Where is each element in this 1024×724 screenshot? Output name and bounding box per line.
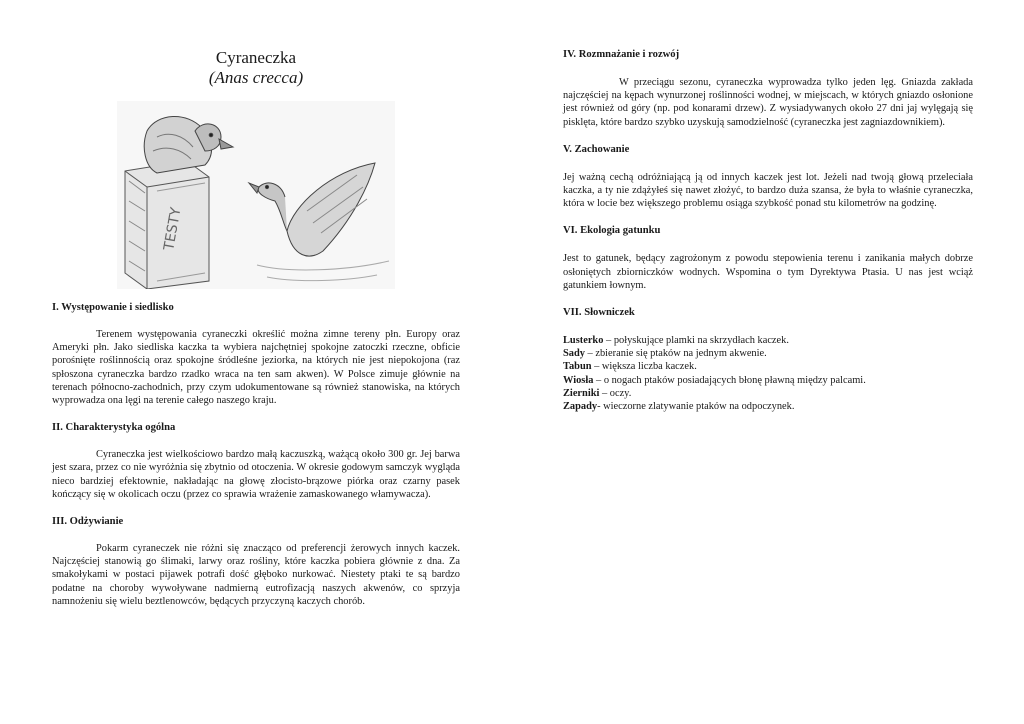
section-text: W przeciągu sezonu, cyraneczka wyprowadza tylko jeden lęg. Gniazda zakłada najczęściej na kępach wynurzonej roślinności wodnej, w miejscach, w których gniazdo osłonione jest również od góry (np. pod konarami drzew). Z wysiadywanych około 27 dni jaj wylęgają się pisklęta, które bardzo szybko uzyskują samodzielność (cyraneczka jest zagniazdownikiem). bbox=[563, 77, 973, 128]
left-column bbox=[52, 48, 460, 622]
section-heading: IV. Rozmnażanie i rozwój bbox=[563, 49, 680, 60]
glossary-definition: – zbieranie się ptaków na jednym akwenie. bbox=[584, 348, 767, 360]
glossary-entry bbox=[563, 374, 973, 387]
glossary-definition: – oczy. bbox=[599, 387, 632, 399]
glossary-definition: - wieczorne zlatywanie ptaków na odpoczynek. bbox=[597, 401, 795, 413]
glossary-definition: – większa liczba kaczek. bbox=[591, 361, 697, 373]
glossary-entry bbox=[563, 387, 973, 400]
section-heading: V. Zachowanie bbox=[563, 143, 630, 155]
duck-illustration bbox=[117, 101, 395, 289]
section-heading: I. Występowanie i siedlisko bbox=[52, 302, 174, 313]
glossary-term: Tabun bbox=[563, 361, 592, 373]
section-text: Terenem występowania cyraneczki określić można zimne tereny płn. Europy oraz Ameryki płn. Jako siedliska kaczka ta wybiera najchętniej spokojne zatoczki rzeczne, obficie porośnięte roślinnością oraz spokojne śródleśne jeziorka, na których nie jest niepokojona (raz spłoszona cyraneczka bardzo rzadko wraca na ten sam akwen). W Polsce zimuje głównie na terenach północno-zachodnich, przy czym udokumentowane są również stanowiska, na których wyprowadza ona lęgi na terenie całego naszego kraju. bbox=[52, 329, 460, 407]
latin-name: (Anas crecca) bbox=[208, 68, 304, 87]
glossary-term: Wiosła bbox=[563, 374, 594, 386]
glossary bbox=[563, 334, 973, 413]
glossary-term: Sady bbox=[563, 348, 585, 360]
glossary-entry bbox=[563, 334, 973, 347]
glossary-term: Lusterko bbox=[563, 335, 604, 347]
section-text: Cyraneczka jest wielkościowo bardzo małą kaczuszką, ważącą około 300 gr. Jej barwa jest szara, przez co nie wyróżnia się zbytnio od otoczenia. W okresie godowym samczyk wygląda nieco bardziej efektownie, nakładając na głowę złocisto-brązowe piórka oraz czarny pasek kończący się w okolicach oczu (przez co sprawia wrażenie zamaskowanego włamywacza). bbox=[52, 449, 460, 500]
glossary-entry bbox=[563, 400, 973, 413]
section-text: Jest to gatunek, będący zagrożonym z powodu stepowienia terenu i zanikania małych dobrze osłoniętych zbiorniczków wodnych. Wspomina o tym Dyrektywa Ptasia. U nas jest wciąż gatunkiem łownym. bbox=[563, 253, 973, 291]
section-heading: VI. Ekologia gatunku bbox=[563, 225, 661, 237]
glossary-entry bbox=[563, 360, 973, 373]
section-heading: II. Charakterystyka ogólna bbox=[52, 422, 176, 434]
glossary-definition: – połyskujące plamki na skrzydłach kaczek. bbox=[603, 335, 789, 347]
book-label: TESTY bbox=[161, 206, 185, 252]
glossary-entry bbox=[563, 347, 973, 360]
section-heading: VII. Słowniczek bbox=[563, 307, 635, 319]
section-heading: III. Odżywianie bbox=[52, 516, 124, 528]
glossary-definition: – o nogach ptaków posiadających błonę pławną między palcami. bbox=[593, 374, 866, 386]
glossary-term: Zapady bbox=[563, 401, 598, 413]
glossary-term: Zierniki bbox=[563, 387, 600, 399]
page-title: Cyraneczka bbox=[215, 48, 297, 67]
section-text: Jej ważną cechą odróżniającą ją od innych kaczek jest lot. Jeżeli nad twoją głową przeleciała kaczka, a ty nie zdążyłeś się nawet złożyć, to bardzo duża szansa, że była to właśnie cyraneczka, która w locie bez większego problemu osiąga szybkość ponad stu kilometrów na godzinę. bbox=[563, 171, 973, 210]
section-text: Pokarm cyraneczek nie różni się znacząco od preferencji żerowych innych kaczek. Najczęściej stanowią go ślimaki, larwy oraz rośliny, które kaczka pobiera głównie z dna. Za smakołykami w postaci pijawek potrafi dość głęboko nurkować. Niestety ptaki te są bardzo podatne na choroby wywoływane nadmierną eutrofizacją naszych akwenów, co sprzyja namnożeniu się wielu beztlenowców, będących przyczyną kaczych chorób. bbox=[52, 543, 460, 607]
right-column bbox=[563, 48, 973, 413]
